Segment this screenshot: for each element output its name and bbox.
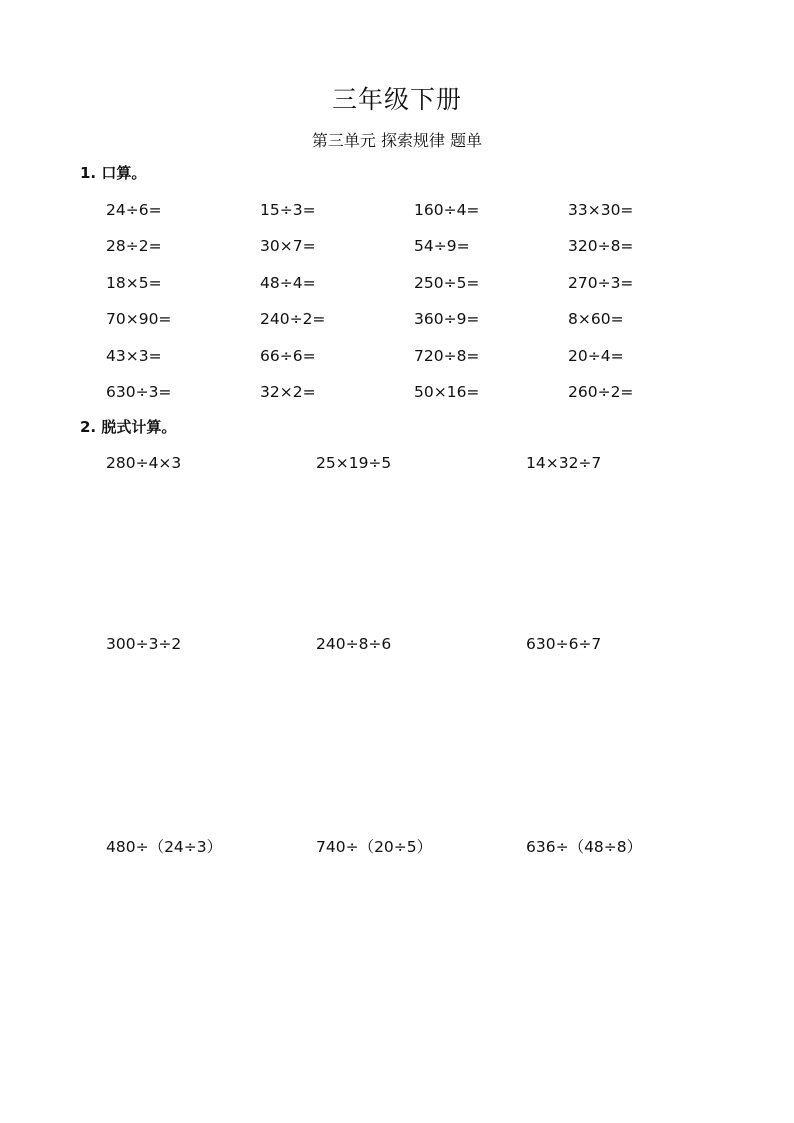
- stepwise-problem: 300÷3÷2: [106, 635, 182, 653]
- stepwise-problem: 280÷4×3: [106, 454, 182, 472]
- section-oral-heading: 1. 口算。: [80, 164, 147, 182]
- stepwise-problem: 240÷8÷6: [316, 635, 392, 653]
- stepwise-row: [106, 836, 736, 858]
- oral-problem: 32×2=: [260, 382, 316, 401]
- page-title: 三年级下册: [331, 85, 462, 114]
- oral-problem: 50×16=: [414, 382, 480, 401]
- oral-problem: 48÷4=: [260, 273, 316, 292]
- oral-problem: 43×3=: [106, 346, 162, 365]
- oral-problem: 20÷4=: [568, 346, 624, 365]
- oral-problem: 160÷4=: [414, 201, 480, 219]
- stepwise-problem: 14×32÷7: [526, 454, 602, 472]
- oral-problem: 630÷3=: [106, 382, 172, 401]
- stepwise-problem: 480÷（24÷3）: [106, 838, 223, 856]
- oral-problem: 260÷2=: [568, 382, 634, 401]
- oral-problem: 28÷2=: [106, 237, 162, 256]
- stepwise-problem: 636÷（48÷8）: [526, 838, 643, 856]
- oral-problem: 66÷6=: [260, 346, 316, 365]
- oral-problem: 240÷2=: [260, 310, 326, 329]
- stepwise-row: [106, 452, 736, 474]
- stepwise-problem: 25×19÷5: [316, 454, 392, 472]
- oral-problem: 8×60=: [568, 310, 624, 329]
- oral-problem: 24÷6=: [106, 201, 162, 219]
- oral-calc-grid: [106, 199, 722, 417]
- oral-problem: 720÷8=: [414, 346, 480, 365]
- oral-problem: 250÷5=: [414, 273, 480, 292]
- stepwise-row: [106, 633, 736, 655]
- oral-problem: 70×90=: [106, 310, 172, 329]
- oral-problem: 30×7=: [260, 237, 316, 256]
- oral-problem: 320÷8=: [568, 237, 634, 256]
- oral-problem: 360÷9=: [414, 310, 480, 329]
- oral-problem: 18×5=: [106, 273, 162, 292]
- oral-problem: 54÷9=: [414, 237, 470, 256]
- oral-problem: 33×30=: [568, 201, 634, 219]
- section-stepwise-heading: 2. 脱式计算。: [80, 418, 177, 436]
- page-subtitle: 第三单元 探索规律 题单: [311, 131, 483, 150]
- oral-problem: 270÷3=: [568, 273, 634, 292]
- stepwise-problem: 740÷（20÷5）: [316, 838, 433, 856]
- stepwise-problem: 630÷6÷7: [526, 635, 602, 653]
- oral-problem: 15÷3=: [260, 201, 316, 219]
